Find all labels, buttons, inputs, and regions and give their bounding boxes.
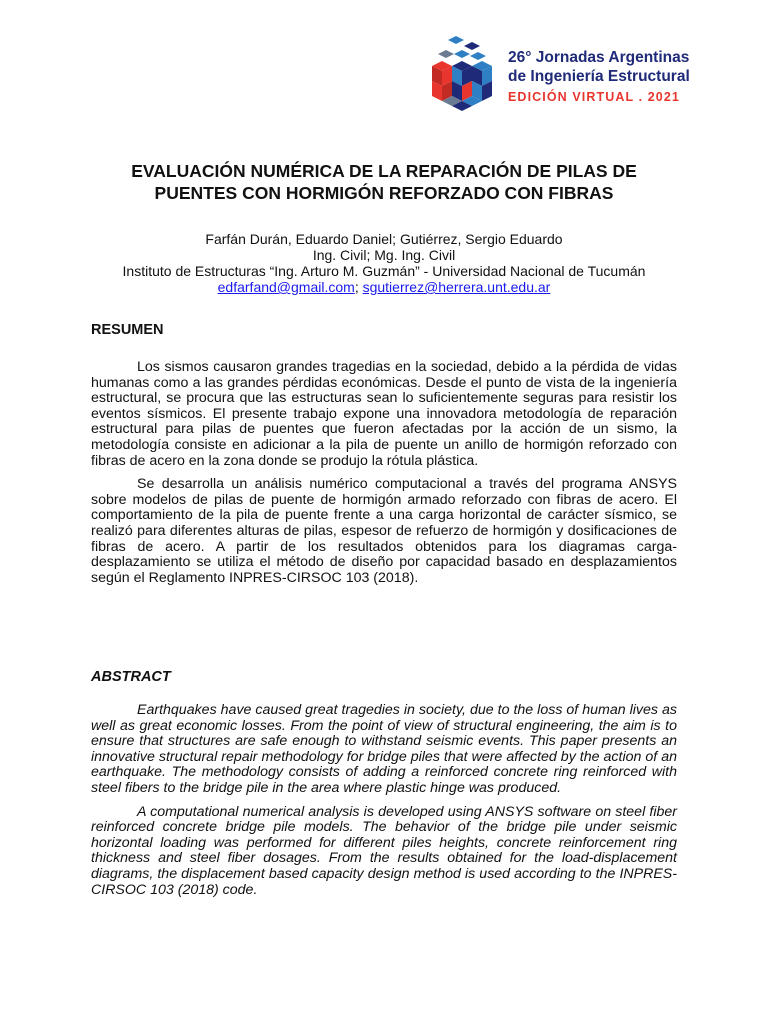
- author-block: [60, 231, 708, 295]
- resumen-paragraph-2: Se desarrolla un análisis numérico computacional a través del programa ANSYS sobre modelos de pilas de puente de hormigón armado reforzado con fibras de acero. El comportamiento de la pila de puente frente a una carga horizontal de carácter sísmico, se realizó para diferentes alturas de pilas, espesor de refuerzo de hormigón y dosificaciones de fibras de acero. A partir de los resultados obtenidos para los diagramas carga-desplazamiento se utiliza el método de diseño por capacidad basado en desplazamientos según el Reglamento INPRES-CIRSOC 103 (2018).: [91, 476, 677, 586]
- title-line-1: EVALUACIÓN NUMÉRICA DE LA REPARACIÓN DE PILAS DE: [131, 161, 637, 181]
- title-line-2: PUENTES CON HORMIGÓN REFORZADO CON FIBRAS: [154, 183, 614, 203]
- logo-title-line1: 26° Jornadas Argentinas: [508, 49, 690, 66]
- resumen-body: [91, 360, 677, 586]
- logo-edition: EDICIÓN VIRTUAL . 2021: [508, 90, 680, 104]
- email-separator: ;: [354, 279, 363, 295]
- email-link-1[interactable]: edfarfand@gmail.com: [217, 279, 355, 295]
- cubes-logo-icon: [428, 36, 504, 116]
- abstract-body: [91, 703, 677, 898]
- email-link-2[interactable]: sgutierrez@herrera.unt.edu.ar: [362, 279, 551, 295]
- author-degrees: Ing. Civil; Mg. Ing. Civil: [312, 247, 456, 263]
- abstract-heading: ABSTRACT: [91, 669, 171, 685]
- author-emails: [60, 279, 708, 295]
- logo-title-line2: de Ingeniería Estructural: [508, 68, 690, 85]
- author-institute: Instituto de Estructuras “Ing. Arturo M. Guzmán” - Universidad Nacional de Tucumán: [122, 263, 646, 279]
- paper-title: [60, 160, 708, 204]
- abstract-paragraph-1: Earthquakes have caused great tragedies in society, due to the loss of human lives as well as great economic losses. From the point of view of structural engineering, the aim is to ensure that structures are safe enough to withstand seismic events. This paper presents an innovative structural repair methodology for bridge piles that were affected by the action of an earthquake. The methodology consists of adding a reinforced concrete ring reinforced with steel fibers to the bridge pile in the area where plastic hinge was produced.: [91, 702, 677, 796]
- author-names: Farfán Durán, Eduardo Daniel; Gutiérrez, Sergio Eduardo: [205, 231, 563, 247]
- abstract-paragraph-2: A computational numerical analysis is developed using ANSYS software on steel fiber reinforced concrete bridge pile models. The behavior of the bridge pile under seismic horizontal loading was performed for different piles heights, concrete reinforcement ring thickness and steel fiber dosages. From the results obtained for the load-displacement diagrams, the displacement based capacity design method is used according to the INPRES-CIRSOC 103 (2018) code.: [91, 803, 677, 898]
- conference-logo: [428, 36, 690, 116]
- resumen-paragraph-1: Los sismos causaron grandes tragedias en la sociedad, debido a la pérdida de vidas humanas como a las grandes pérdidas económicas. Desde el punto de vista de la ingeniería estructural, se procura que las estructuras sean lo suficientemente seguras para resistir los eventos sísmicos. El presente trabajo expone una innovadora metodología de reparación estructural para pilas de puentes que fueron afectadas por la acción de un sismo, la metodología consiste en adicionar a la pila de puente un anillo de hormigón reforzado con fibras de acero en la zona donde se produjo la rótula plástica.: [91, 359, 677, 469]
- resumen-heading: RESUMEN: [91, 322, 164, 338]
